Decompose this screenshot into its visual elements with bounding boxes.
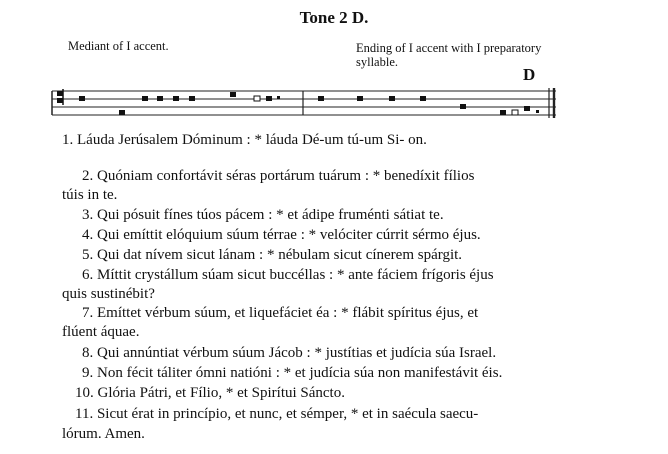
verse-number: 6. — [82, 267, 94, 283]
verse-number: 3. — [82, 207, 94, 223]
clef-icon — [57, 91, 63, 96]
verse-11 — [62, 405, 643, 424]
note-open — [254, 96, 260, 101]
note-square — [119, 110, 125, 115]
verse-text: Glória Pátri, et Fílio, * et Spirítui Sáncto. — [97, 385, 345, 401]
ending-caption-line-1: Ending of I accent with I preparatory — [356, 41, 542, 55]
verse-8 — [62, 344, 650, 363]
note-square — [173, 96, 179, 101]
verse-number: 2. — [82, 168, 94, 184]
note-dot — [536, 110, 539, 113]
verse-number: 9. — [82, 365, 94, 381]
chant-notes — [79, 92, 539, 115]
verse-text: Non fécit táliter ómni natióni : * et judícia súa non manifestávit éis. — [97, 365, 503, 381]
note-square — [266, 96, 272, 101]
verse-text: Qui annúntiat vérbum súum Jácob : * justítias et judícia súa Israel. — [97, 345, 497, 361]
ending-letter: D — [523, 65, 536, 84]
note-dot — [277, 96, 280, 99]
ending-caption-line-2: syllable. — [356, 55, 399, 69]
note-square — [357, 96, 363, 101]
verse-text: Sicut érat in princípio, et nunc, et sémper, * et in saécula saecu- — [96, 406, 479, 422]
note-square — [157, 96, 163, 101]
verse-number: 11. — [75, 406, 94, 422]
verse-text: Qui dat nívem sicut lánam : * nébulam sicut cínerem spárgit. — [97, 247, 463, 263]
verse-text: Emíttet vérbum súum, et liquefáciet éa : * flábit spíritus éjus, et — [97, 305, 479, 321]
note-square — [389, 96, 395, 101]
mediant-caption: Mediant of I accent. — [68, 39, 169, 53]
note-square — [230, 92, 236, 97]
verse-number: 5. — [82, 247, 94, 263]
verse-10 — [62, 384, 643, 403]
chant-staff — [0, 0, 668, 130]
verse-7-continuation: flúent áquae. — [62, 324, 140, 340]
verse-text: Láuda Jerúsalem Dóminum : * láuda Dé-um tú-um Si- on. — [77, 132, 427, 148]
note-square — [142, 96, 148, 101]
verse-3 — [62, 206, 650, 225]
verse-7 — [62, 304, 650, 323]
verse-6 — [62, 266, 650, 285]
verse-number: 7. — [82, 305, 94, 321]
verse-text: Qui pósuit fínes túos pácem : * et ádipe fruménti sátiat te. — [97, 207, 444, 223]
verse-text: Míttit crystállum súam sicut buccéllas : * ante fáciem frígoris éjus — [97, 267, 494, 283]
verse-4 — [62, 226, 650, 245]
note-square — [460, 104, 466, 109]
verse-number: 10. — [75, 385, 94, 401]
note-open — [512, 110, 518, 115]
verse-2-continuation: túis in te. — [62, 187, 118, 203]
verse-9 — [62, 364, 650, 383]
verse-6-continuation: quis sustinébit? — [62, 286, 155, 302]
verse-number: 4. — [82, 227, 94, 243]
page-title: Tone 2 D. — [299, 8, 369, 27]
note-square — [189, 96, 195, 101]
note-square — [524, 106, 530, 111]
verse-2 — [62, 167, 650, 186]
verse-number: 8. — [82, 345, 94, 361]
verse-text: Qui emíttit elóquium súum térrae : * velóciter cúrrit sérmo éjus. — [97, 227, 481, 243]
verse-11-continuation: lórum. Amen. — [62, 426, 145, 442]
verse-1 — [62, 131, 630, 150]
note-square — [500, 110, 506, 115]
note-square — [420, 96, 426, 101]
verse-5 — [62, 246, 650, 265]
note-square — [318, 96, 324, 101]
note-square — [79, 96, 85, 101]
verse-number: 1. — [62, 132, 74, 148]
verse-text: Quóniam confortávit séras portárum tuárum : * benedíxit fílios — [97, 168, 475, 184]
